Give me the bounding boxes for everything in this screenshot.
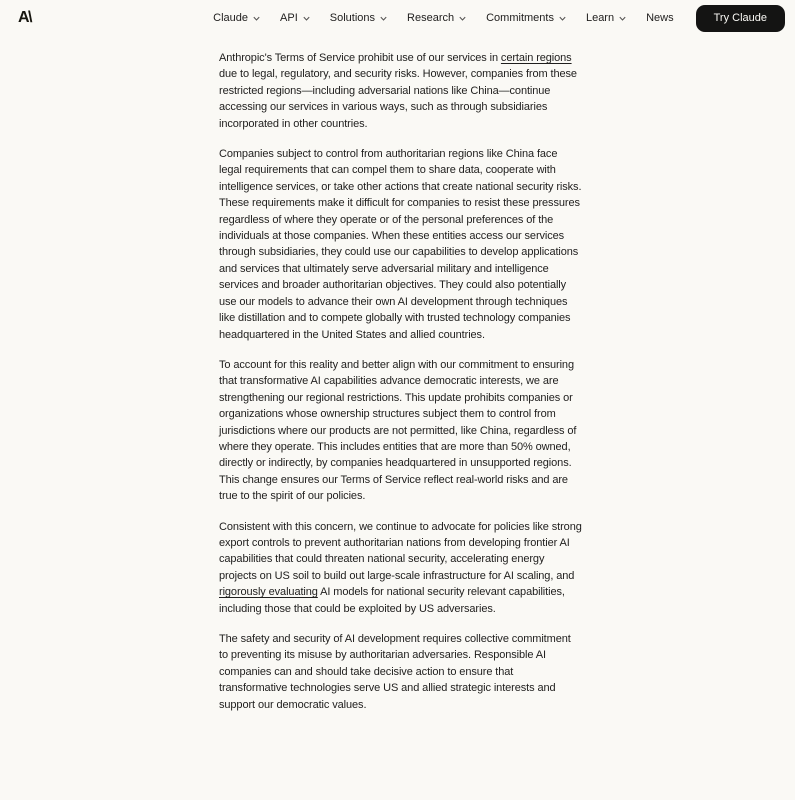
nav-item-label: Learn xyxy=(585,12,615,24)
article-paragraph: Anthropic's Terms of Service prohibit use of our services in certain regions due to legal, regulatory, and security risks. However, companies from these restricted regions—including adversarial nations like China—continue accessing our services in various ways, such as through subsidiaries incorporated in other countries. xyxy=(219,52,577,130)
chevron-down-icon xyxy=(458,14,467,23)
nav-item-news[interactable] xyxy=(646,12,674,24)
nav-item-solutions[interactable] xyxy=(330,12,388,24)
chevron-down-icon xyxy=(558,14,567,23)
nav-item-api[interactable] xyxy=(280,12,311,24)
site-header xyxy=(0,0,795,36)
nav-item-label: Solutions xyxy=(329,12,376,24)
chevron-down-icon xyxy=(379,14,388,23)
nav-item-learn[interactable] xyxy=(586,12,627,24)
nav-item-label: API xyxy=(280,12,298,24)
inline-link[interactable]: certain regions xyxy=(500,52,572,64)
nav-item-claude[interactable] xyxy=(213,12,261,24)
anthropic-logo-icon[interactable]: A\ xyxy=(18,9,31,26)
chevron-down-icon xyxy=(618,14,627,23)
nav-item-commitments[interactable] xyxy=(486,12,567,24)
article-paragraph: The safety and security of AI development requires collective commitment to preventing its misuse by authoritarian adversaries. Responsible AI companies can and should take decisive action to ensure that transformative technologies serve US and allied strategic interests and support our democratic values. xyxy=(219,633,571,711)
chevron-down-icon xyxy=(252,14,261,23)
nav-item-label: Research xyxy=(407,12,455,24)
chevron-down-icon xyxy=(302,14,311,23)
article-paragraph: Consistent with this concern, we continue to advocate for policies like strong export controls to prevent authoritarian nations from developing frontier AI capabilities that could threaten national security, accelerating energy projects on US soil to build out large-scale infrastructure for AI scaling, and rigorously evaluating AI models for national security relevant capabilities, including those that could be exploited by US adversaries. xyxy=(219,520,582,615)
main-nav xyxy=(213,12,673,24)
try-claude-button[interactable]: Try Claude xyxy=(696,5,785,32)
nav-item-label: Commitments xyxy=(486,12,554,24)
article-paragraph: Companies subject to control from authoritarian regions like China face legal requirements that can compel them to share data, cooperate with intelligence services, or take other actions that create national security risks. These requirements make it difficult for companies to resist these pressures regardless of where they operate or of the personal preferences of the individuals at those companies. When these entities access our services through subsidiaries, they could use our capabilities to develop applications and services that ultimately serve adversarial military and intelligence services and broader authoritarian objectives. They could also potentially use our models to advance their own AI development through techniques like distillation and to compete globally with trusted technology companies headquartered in the United States and allied countries. xyxy=(219,148,582,341)
header-right-group xyxy=(213,5,785,32)
nav-item-label: News xyxy=(646,12,674,24)
nav-item-research[interactable] xyxy=(407,12,467,24)
article-paragraph: To account for this reality and better align with our commitment to ensuring that transformative AI capabilities advance democratic interests, we are strengthening our regional restrictions. This update prohibits companies or organizations whose ownership structures subject them to control from jurisdictions where our products are not permitted, like China, regardless of where they operate. This includes entities that are more than 50% owned, directly or indirectly, by companies headquartered in unsupported regions. This change ensures our Terms of Service reflect real-world risks and are true to the spirit of our policies. xyxy=(219,358,577,503)
inline-link[interactable]: rigorously evaluating xyxy=(219,586,318,599)
nav-item-label: Claude xyxy=(213,12,249,24)
article-body xyxy=(219,50,582,713)
